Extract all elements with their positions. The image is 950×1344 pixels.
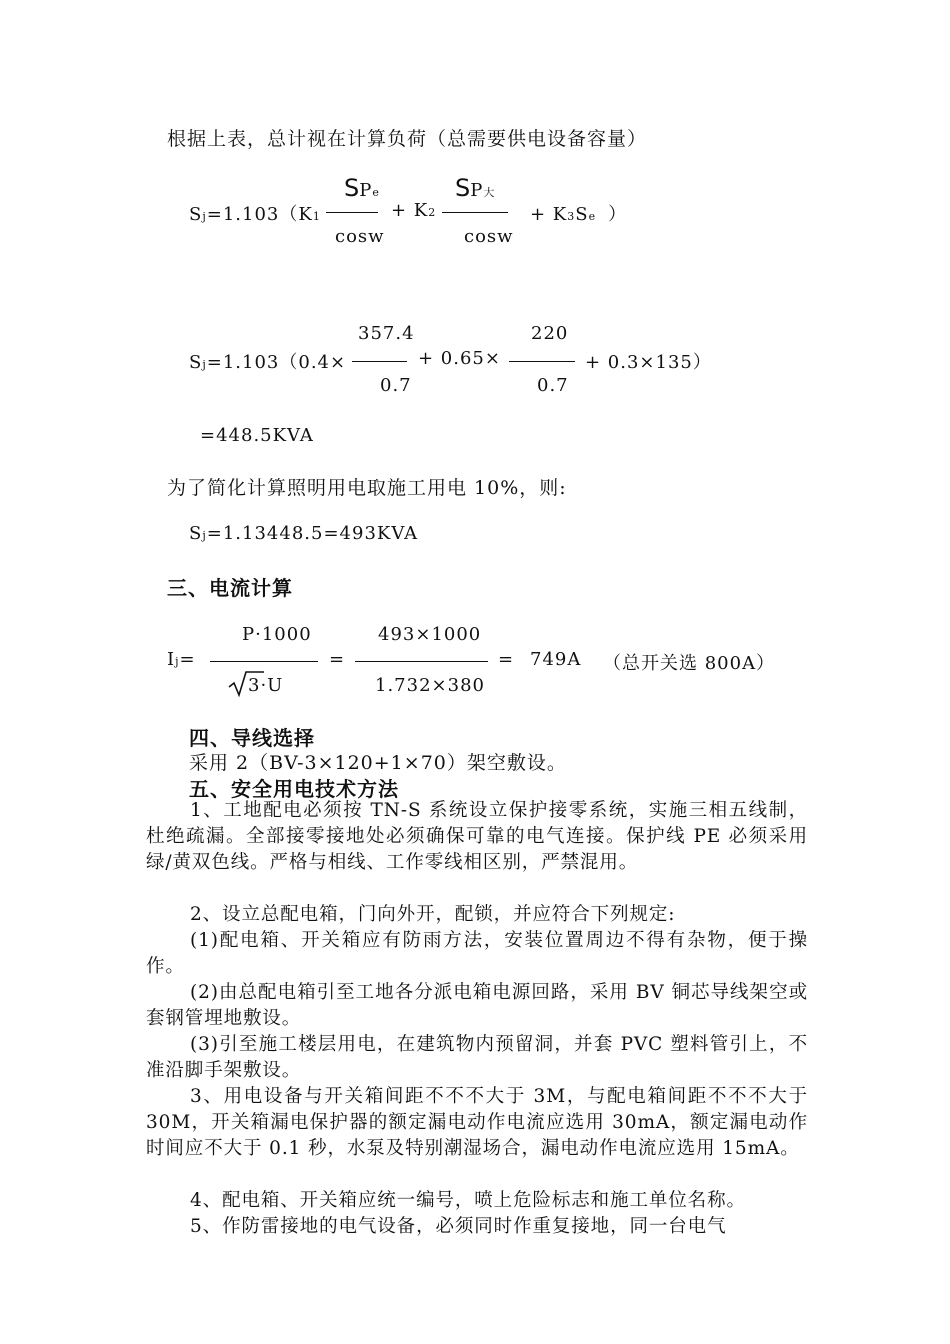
formula2-lhs: S [189, 352, 203, 373]
formula-with-lighting: Sj=1.13448.5=493KVA [189, 523, 419, 544]
current-value: 749A [530, 649, 582, 670]
safety-paragraph-5: (3)引至施工楼层用电，在建筑物内预留洞，并套 PVC 塑料管引上，不准沿脚手架敷设。 [146, 1034, 808, 1081]
safety-paragraph-8: 5、作防雷接地的电气设备，必须同时作重复接地，同一台电气 [190, 1216, 727, 1237]
formula1-k2-sub: 2 [428, 206, 437, 219]
formula2-num2: 220 [531, 323, 569, 344]
formula1-num1: SPe [344, 174, 379, 202]
current-den2: 1.732×380 [375, 675, 485, 696]
formula1-fraction-bar-2 [442, 212, 508, 213]
formula1-lhs-sub: j [202, 210, 207, 223]
formula2-coef: =1.103（0.4× [206, 352, 347, 373]
current-fraction-bar-1 [210, 661, 318, 662]
intro-text: 根据上表，总计视在计算负荷（总需要供电设备容量） [167, 128, 648, 150]
formula2-fraction-bar-1 [352, 361, 407, 362]
safety-paragraph-2: 2、设立总配电箱，门向外开，配锁，并应符合下列规定: [190, 904, 676, 925]
current-fraction-bar-2 [355, 661, 488, 662]
formula2-num1: 357.4 [358, 323, 415, 344]
formula2-den2: 0.7 [537, 375, 569, 396]
formula1-coef: =1.103（K [206, 204, 313, 225]
safety-paragraph-7: 4、配电箱、开关箱应统一编号，喷上危险标志和施工单位名称。 [190, 1190, 746, 1211]
formula2-mid: + 0.65× [418, 348, 501, 369]
formula1-num2: SP大 [455, 174, 495, 202]
formula1-fraction-bar-1 [326, 212, 378, 213]
formula1-tail: + K [530, 204, 568, 225]
formula2-fraction-bar-2 [509, 361, 575, 362]
safety-paragraph-1: 1、工地配电必须按 TN-S 系统设立保护接零系统，实施三相五线制，杜绝疏漏。全部接零接地处必须确保可靠的电气连接。保护线 PE 必须采用绿/黄双色线。严格与相线、工作零线相区别，严禁混用。 [146, 800, 808, 873]
current-den1: 3·U [248, 675, 284, 696]
current-note: （总开关选 800A） [603, 653, 776, 674]
formula2-tail: + 0.3×135） [585, 352, 712, 373]
lighting-note: 为了简化计算照明用电取施工用电 10%，则: [167, 477, 567, 499]
formula1-den2: cosw [464, 226, 514, 247]
current-eq2: = [329, 649, 346, 670]
current-lhs: I [167, 649, 176, 670]
section-title-current: 三、电流计算 [167, 576, 293, 600]
safety-paragraph-4: (2)由总配电箱引至工地各分派电箱电源回路，采用 BV 铜芯导线架空或套钢管埋地敷设。 [146, 982, 808, 1029]
result-total-load: =448.5KVA [200, 425, 314, 446]
current-num2: 493×1000 [378, 624, 482, 645]
section-text-wire: 采用 2（BV-3×120+1×70）架空敷设。 [189, 752, 567, 774]
safety-paragraph-3: (1)配电箱、开关箱应有防雨方法，安装位置周边不得有杂物，便于操作。 [146, 930, 808, 977]
current-num1: P·1000 [242, 624, 312, 645]
formula2-den1: 0.7 [380, 375, 412, 396]
formula1-den1: cosw [335, 226, 385, 247]
formula1-plus1: + K [391, 200, 429, 221]
current-eq3: = [498, 649, 515, 670]
safety-paragraph-6: 3、用电设备与开关箱间距不不不大于 3M，与配电箱间距不不不大于 30M，开关箱漏电保护器的额定漏电动作电流应选用 30mA，额定漏电动作时间应不大于 0.1 秒，水泵及特别潮湿场合，漏电动作电流应选用 15mA。 [146, 1086, 808, 1159]
formula1-lhs: S [189, 204, 203, 225]
section-title-wire: 四、导线选择 [189, 726, 315, 750]
section-title-safety: 五、安全用电技术方法 [189, 777, 399, 801]
formula1-k1-sub: 1 [312, 210, 321, 223]
